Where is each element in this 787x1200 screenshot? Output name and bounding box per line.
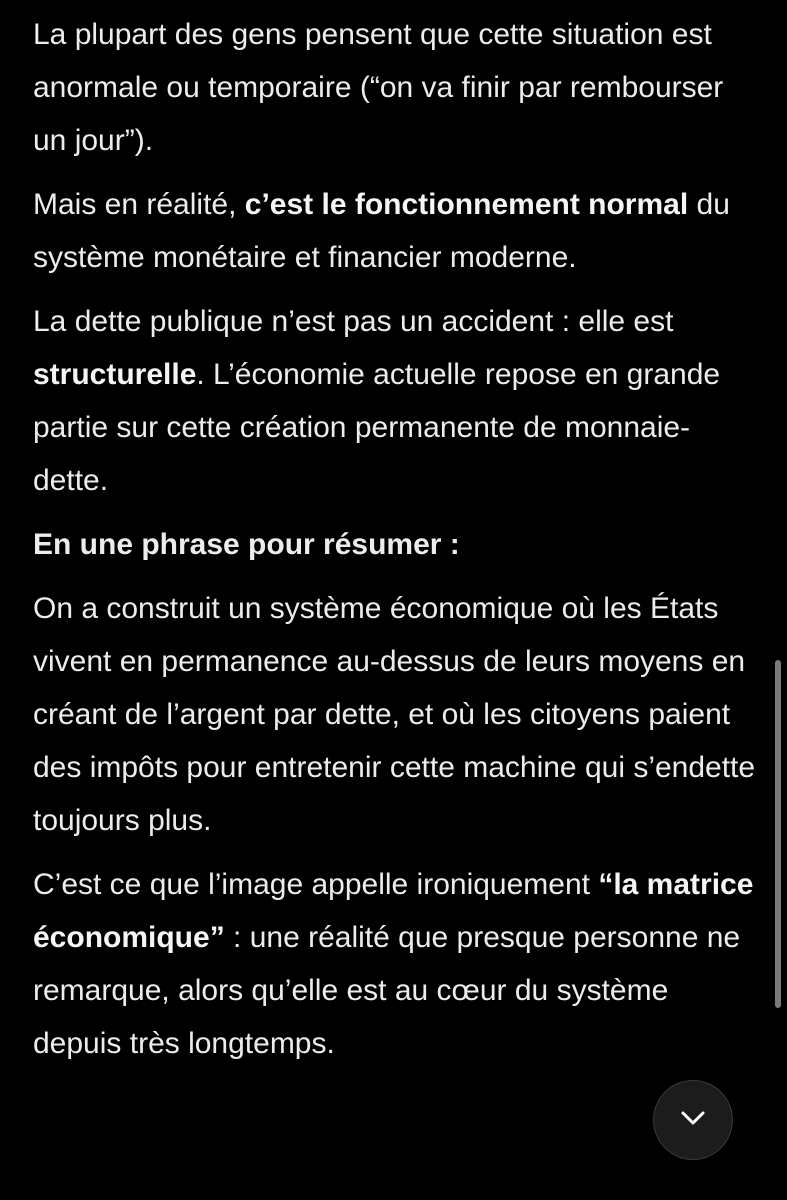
- paragraph-3-text-start: La dette publique n’est pas un accident : elle est: [33, 305, 674, 338]
- paragraph-5-text-start: C’est ce que l’image appelle ironiquement: [33, 868, 599, 901]
- summary-heading: En une phrase pour résumer :: [33, 528, 460, 561]
- paragraph-5-text-end: : une réalité que presque personne ne remarque, alors qu’elle est au cœur du système depuis très longtemps.: [33, 921, 741, 1060]
- paragraph-4: On a construit un système économique où les États vivent en permanence au-dessus de leurs moyens en créant de l’argent par dette, et où les citoyens paient des impôts pour entretenir cette machine qui s’endette toujours plus.: [33, 592, 756, 837]
- paragraph-2: [33, 178, 763, 284]
- paragraph-2-text-end: du système monétaire et financier moderne.: [33, 188, 730, 274]
- paragraph-1: La plupart des gens pensent que cette situation est anormale ou temporaire (“on va finir par rembourser un jour”).: [33, 18, 724, 157]
- scrollbar-thumb[interactable]: [775, 660, 781, 1008]
- chevron-down-icon: [678, 1103, 708, 1138]
- paragraph-3: [33, 295, 763, 507]
- paragraph-5: [33, 858, 763, 1070]
- paragraph-5-bold: “la matrice économique”: [33, 868, 754, 954]
- paragraph-2-bold: c’est le fonctionnement normal: [244, 188, 689, 221]
- paragraph-3-bold: structurelle: [33, 358, 197, 391]
- scroll-to-bottom-button[interactable]: [653, 1080, 733, 1160]
- message-content: [33, 8, 763, 1081]
- paragraph-3-text-end: . L’économie actuelle repose en grande partie sur cette création permanente de monnaie-dette.: [33, 358, 721, 497]
- paragraph-2-text-start: Mais en réalité,: [33, 188, 245, 221]
